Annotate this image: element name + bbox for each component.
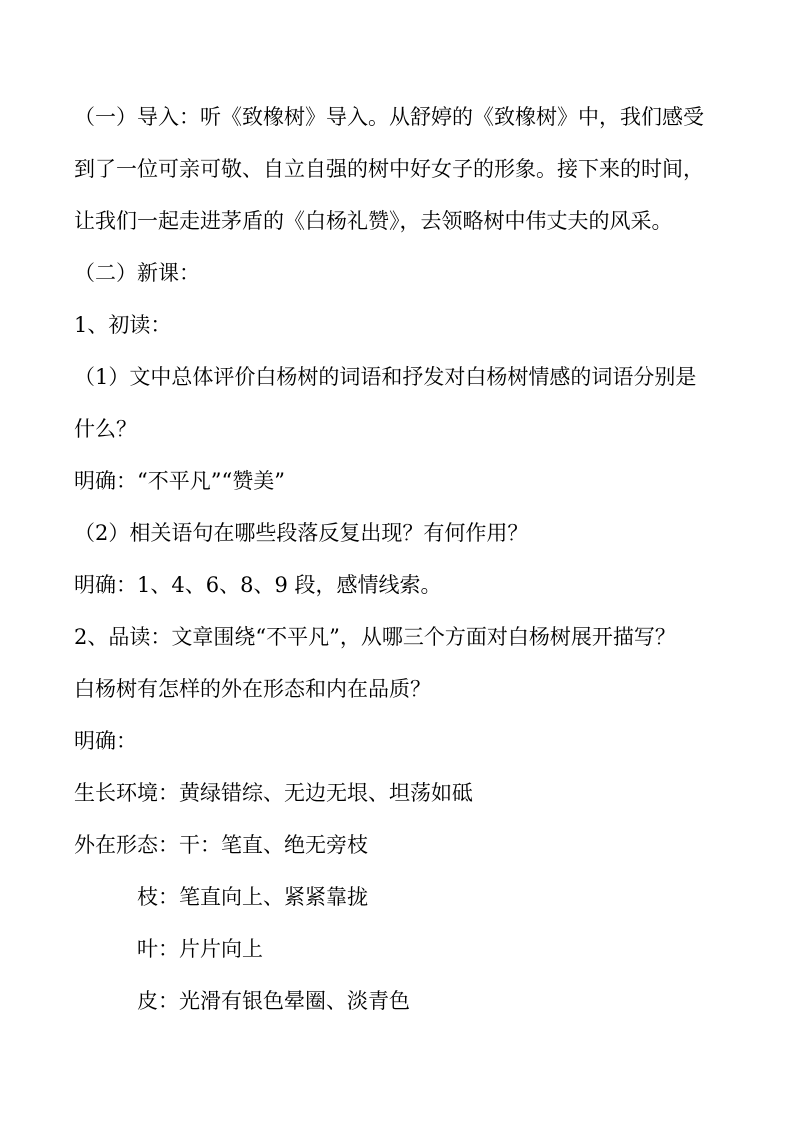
question-line: （2）相关语句在哪些段落反复出现？有何作用？ — [74, 521, 529, 545]
answer-subitem: 皮：光滑有银色晕圈、淡青色 — [137, 989, 410, 1013]
answer-item: 外在形态：干：笔直、绝无旁枝 — [74, 833, 368, 857]
question-line: （1）文中总体评价白杨树的词语和抒发对白杨树情感的词语分别是 — [74, 365, 697, 389]
text-line: （一）导入：听《致橡树》导入。从舒婷的《致橡树》中，我们感受 — [74, 105, 704, 129]
question-line: 白杨树有怎样的外在形态和内在品质？ — [74, 677, 431, 701]
text-line: 到了一位可亲可敬、自立自强的树中好女子的形象。接下来的时间， — [74, 157, 704, 181]
answer-line: 明确：1、4、6、8、9 段，感情线索。 — [74, 573, 442, 597]
section-heading: （二）新课： — [74, 261, 200, 285]
answer-line: 明确：“不平凡”“赞美” — [74, 469, 285, 493]
answer-subitem: 枝：笔直向上、紧紧靠拢 — [137, 885, 368, 909]
subsection-heading: 1、初读： — [74, 313, 172, 337]
subsection-heading: 2、品读：文章围绕“不平凡”，从哪三个方面对白杨树展开描写？ — [74, 625, 676, 649]
answer-item: 生长环境：黄绿错综、无边无垠、坦荡如砥 — [74, 781, 473, 805]
text-line: 让我们一起走进茅盾的《白杨礼赞》，去领略树中伟丈夫的风采。 — [74, 209, 673, 233]
answer-line: 明确： — [74, 729, 137, 753]
question-line: 什么？ — [74, 417, 137, 441]
answer-subitem: 叶：片片向上 — [137, 937, 263, 961]
